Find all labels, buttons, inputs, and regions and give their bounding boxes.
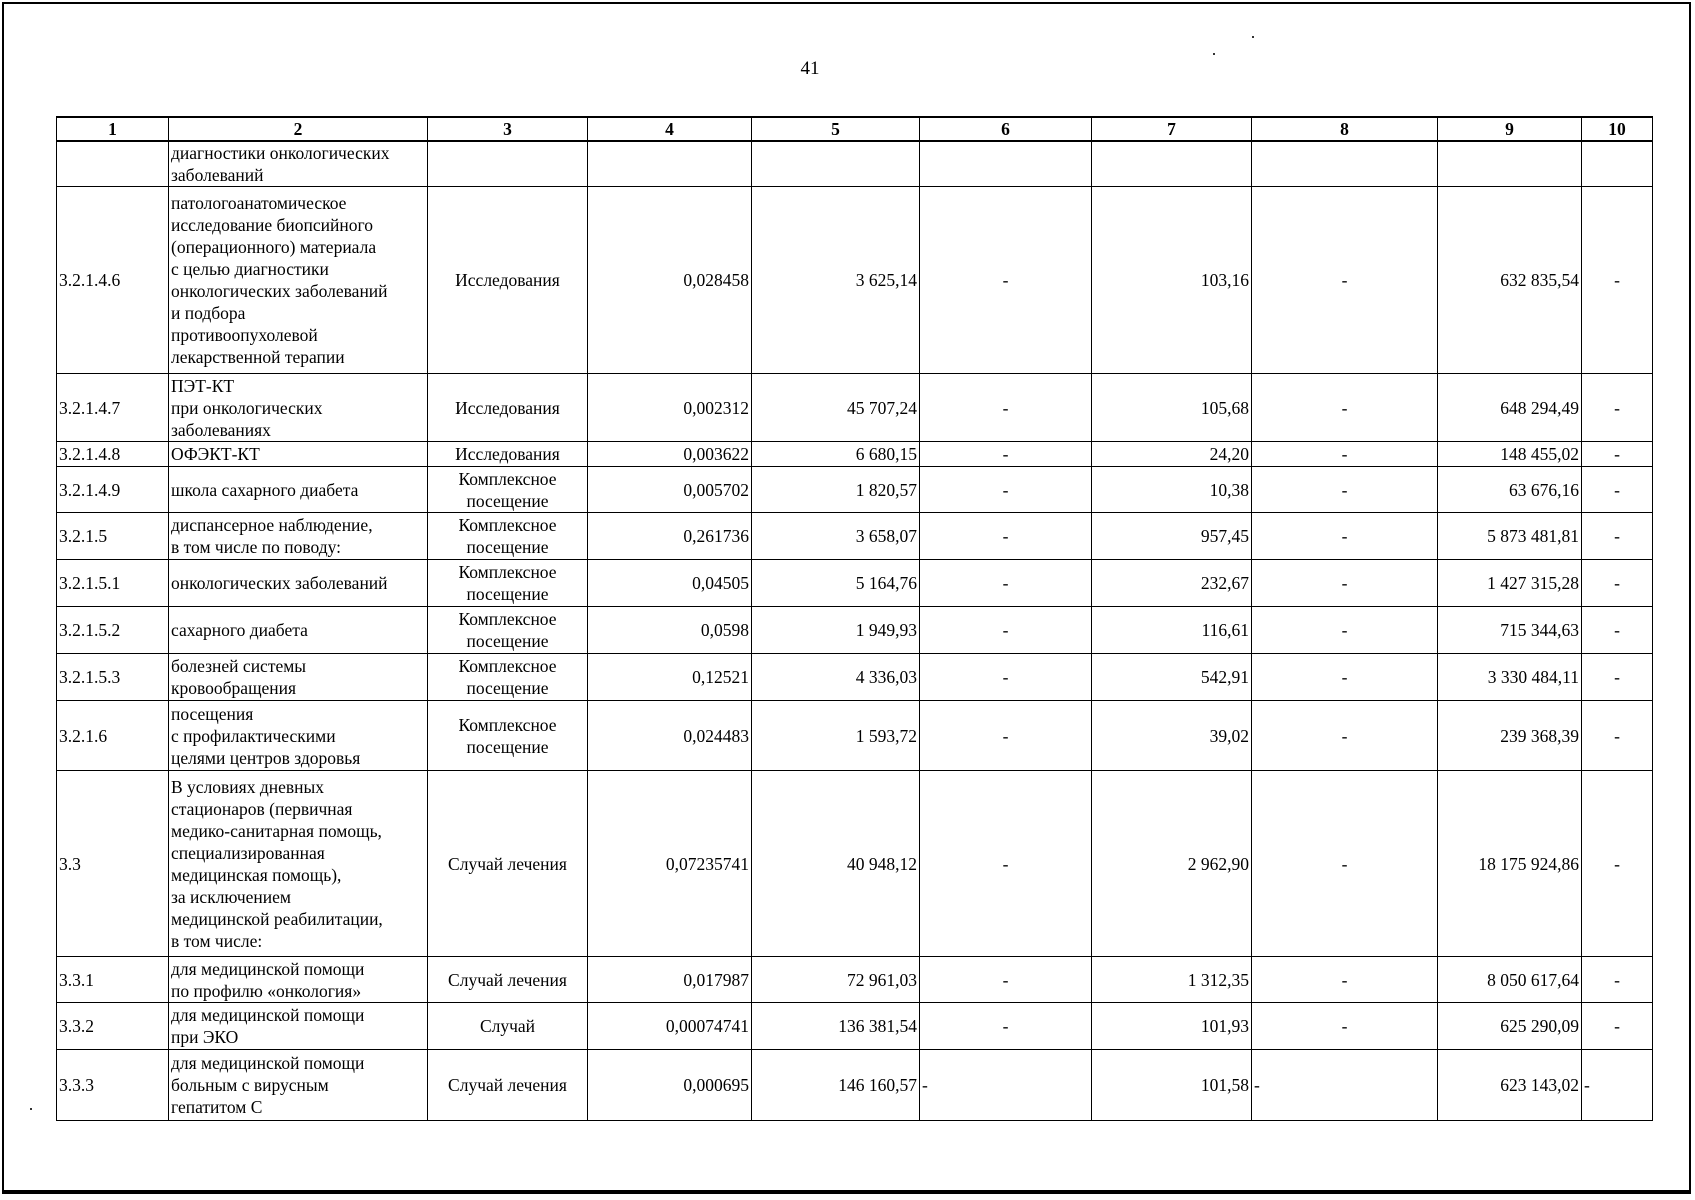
header-row xyxy=(57,117,1653,141)
cell-col-4: 0,002312 xyxy=(588,374,752,442)
row-unit-cell xyxy=(428,957,588,1003)
unit-line: Исследования xyxy=(455,444,560,464)
name-line: лекарственной терапии xyxy=(171,347,345,367)
row-code-cell: 3.2.1.4.8 xyxy=(57,442,169,467)
cell-col-8: - xyxy=(1252,957,1438,1003)
cell-col-7: 101,58 xyxy=(1092,1050,1252,1121)
cell-col-5: 1 820,57 xyxy=(752,467,920,513)
name-line: онкологических заболеваний xyxy=(171,573,388,593)
cell-col-8: - xyxy=(1252,560,1438,607)
cell-col-7: 232,67 xyxy=(1092,560,1252,607)
name-line: кровообращения xyxy=(171,678,297,698)
cell-col-8: - xyxy=(1252,1050,1438,1121)
cell-col-9: 623 143,02 xyxy=(1438,1050,1582,1121)
column-header: 9 xyxy=(1438,117,1582,141)
cell-col-4: 0,024483 xyxy=(588,701,752,771)
cell-col-9: 3 330 484,11 xyxy=(1438,654,1582,701)
unit-line: Комплексное xyxy=(458,656,557,676)
row-code-cell: 3.2.1.4.7 xyxy=(57,374,169,442)
row-unit-cell xyxy=(428,467,588,513)
cell-col-10: - xyxy=(1582,374,1653,442)
cell-col-9: 715 344,63 xyxy=(1438,607,1582,654)
row-name-cell xyxy=(169,1003,428,1050)
table-row xyxy=(57,607,1653,654)
cell-col-8: - xyxy=(1252,513,1438,560)
table-row xyxy=(57,1050,1653,1121)
unit-line: Комплексное xyxy=(458,714,557,735)
row-name-cell xyxy=(169,467,428,513)
cell-col-6 xyxy=(920,141,1092,187)
cell-col-4: 0,04505 xyxy=(588,560,752,607)
cell-col-9: 1 427 315,28 xyxy=(1438,560,1582,607)
name-line: патологоанатомическое xyxy=(171,193,347,213)
row-code-cell: 3.2.1.5.2 xyxy=(57,607,169,654)
unit-line: посещение xyxy=(466,631,549,651)
cell-col-7: 24,20 xyxy=(1092,442,1252,467)
cell-col-5: 1 593,72 xyxy=(752,701,920,771)
row-code-cell: 3.2.1.4.6 xyxy=(57,187,169,374)
cell-col-6: - xyxy=(920,607,1092,654)
cell-col-4: 0,028458 xyxy=(588,187,752,374)
cell-col-10: - xyxy=(1582,654,1653,701)
cell-col-5: 72 961,03 xyxy=(752,957,920,1003)
cell-col-5: 45 707,24 xyxy=(752,374,920,442)
cell-col-4 xyxy=(588,141,752,187)
cell-col-8 xyxy=(1252,141,1438,187)
row-code-cell: 3.3 xyxy=(57,771,169,957)
column-header: 5 xyxy=(752,117,920,141)
row-code-cell xyxy=(57,141,169,187)
row-code-cell: 3.2.1.5.1 xyxy=(57,560,169,607)
name-line: для медицинской помощи xyxy=(171,1005,365,1025)
cell-col-9: 648 294,49 xyxy=(1438,374,1582,442)
row-name-cell xyxy=(169,374,428,442)
row-name-cell xyxy=(169,957,428,1003)
name-line: при ЭКО xyxy=(171,1027,239,1047)
table-row xyxy=(57,654,1653,701)
name-line: и подбора xyxy=(171,303,246,323)
cell-col-9: 5 873 481,81 xyxy=(1438,513,1582,560)
name-line: для медицинской помощи xyxy=(171,1053,365,1073)
row-code-cell: 3.2.1.6 xyxy=(57,701,169,771)
row-name-cell xyxy=(169,701,428,771)
cell-col-8: - xyxy=(1252,607,1438,654)
row-unit-cell xyxy=(428,187,588,374)
name-line: ПЭТ-КТ xyxy=(171,375,235,396)
page-number: 41 xyxy=(800,58,820,79)
column-header: 3 xyxy=(428,117,588,141)
column-header: 10 xyxy=(1582,117,1653,141)
cell-col-7: 1 312,35 xyxy=(1092,957,1252,1003)
unit-line: Случай xyxy=(479,1016,536,1036)
row-name-cell xyxy=(169,187,428,374)
cell-col-5: 6 680,15 xyxy=(752,442,920,467)
name-line: больным с вирусным xyxy=(171,1075,329,1095)
cell-col-6: - xyxy=(920,771,1092,957)
name-line: специализированная xyxy=(171,842,325,863)
cell-col-5: 4 336,03 xyxy=(752,654,920,701)
cell-col-6: - xyxy=(920,654,1092,701)
row-code-cell: 3.2.1.5 xyxy=(57,513,169,560)
column-header: 6 xyxy=(920,117,1092,141)
cell-col-10: - xyxy=(1582,701,1653,771)
unit-line: посещение xyxy=(466,584,549,604)
cell-col-9: 18 175 924,86 xyxy=(1438,771,1582,957)
row-name-cell xyxy=(169,654,428,701)
name-line: целями центров здоровья xyxy=(171,747,361,768)
table-row xyxy=(57,442,1653,467)
cell-col-4: 0,005702 xyxy=(588,467,752,513)
name-line: (операционного) материала xyxy=(171,237,377,257)
cell-col-8: - xyxy=(1252,771,1438,957)
cell-col-4: 0,261736 xyxy=(588,513,752,560)
row-unit-cell xyxy=(428,560,588,607)
column-header: 8 xyxy=(1252,117,1438,141)
row-unit-cell xyxy=(428,607,588,654)
table-row xyxy=(57,1003,1653,1050)
cell-col-6: - xyxy=(920,513,1092,560)
row-name-cell xyxy=(169,607,428,654)
row-name-cell xyxy=(169,442,428,467)
row-name-cell xyxy=(169,513,428,560)
unit-line: Случай лечения xyxy=(448,1075,567,1095)
cell-col-6: - xyxy=(920,701,1092,771)
cell-col-8: - xyxy=(1252,187,1438,374)
cell-col-10: - xyxy=(1582,187,1653,374)
name-line: диспансерное наблюдение, xyxy=(171,515,373,535)
unit-line: Исследования xyxy=(455,397,560,418)
cell-col-6: - xyxy=(920,1050,1092,1121)
cell-col-5: 146 160,57 xyxy=(752,1050,920,1121)
row-code-cell: 3.2.1.4.9 xyxy=(57,467,169,513)
cell-col-5 xyxy=(752,141,920,187)
cell-col-6: - xyxy=(920,467,1092,513)
name-line: в том числе: xyxy=(171,930,263,951)
row-name-cell xyxy=(169,771,428,957)
row-unit-cell xyxy=(428,1050,588,1121)
cell-col-10: - xyxy=(1582,442,1653,467)
cell-col-8: - xyxy=(1252,1003,1438,1050)
unit-line: посещение xyxy=(466,490,549,511)
cell-col-4: 0,003622 xyxy=(588,442,752,467)
column-header: 4 xyxy=(588,117,752,141)
cell-col-4: 0,07235741 xyxy=(588,771,752,957)
name-line: медицинская помощь), xyxy=(171,864,342,885)
unit-line: Комплексное xyxy=(458,609,557,629)
name-line: медицинской реабилитации, xyxy=(171,908,383,929)
row-code-cell: 3.3.3 xyxy=(57,1050,169,1121)
name-line: школа сахарного диабета xyxy=(171,479,359,500)
row-unit-cell xyxy=(428,1003,588,1050)
unit-line: Случай лечения xyxy=(448,853,567,874)
row-unit-cell xyxy=(428,374,588,442)
name-line: в том числе по поводу: xyxy=(171,537,342,557)
name-line: гепатитом С xyxy=(171,1097,263,1117)
cell-col-8: - xyxy=(1252,654,1438,701)
cell-col-4: 0,000695 xyxy=(588,1050,752,1121)
row-code-cell: 3.3.1 xyxy=(57,957,169,1003)
table-row xyxy=(57,957,1653,1003)
cell-col-7: 116,61 xyxy=(1092,607,1252,654)
row-unit-cell xyxy=(428,701,588,771)
name-line: сахарного диабета xyxy=(171,620,308,640)
unit-line: посещение xyxy=(466,537,549,557)
row-code-cell: 3.2.1.5.3 xyxy=(57,654,169,701)
cell-col-7: 542,91 xyxy=(1092,654,1252,701)
scan-speck xyxy=(30,1108,32,1110)
name-line: для медицинской помощи xyxy=(171,958,365,979)
row-code-cell: 3.3.2 xyxy=(57,1003,169,1050)
unit-line: Комплексное xyxy=(458,562,557,582)
cell-col-10: - xyxy=(1582,957,1653,1003)
unit-line: Исследования xyxy=(455,270,560,290)
name-line: диагностики онкологических xyxy=(171,143,390,163)
cell-col-9: 239 368,39 xyxy=(1438,701,1582,771)
unit-line: посещение xyxy=(466,678,549,698)
cell-col-5: 3 625,14 xyxy=(752,187,920,374)
cell-col-5: 3 658,07 xyxy=(752,513,920,560)
scan-speck xyxy=(1252,36,1254,38)
cell-col-8: - xyxy=(1252,374,1438,442)
name-line: по профилю «онкология» xyxy=(171,980,362,1001)
name-line: стационаров (первичная xyxy=(171,798,353,819)
cell-col-5: 1 949,93 xyxy=(752,607,920,654)
name-line: заболеваниях xyxy=(171,419,271,440)
name-line: онкологических заболеваний xyxy=(171,281,388,301)
cell-col-9: 8 050 617,64 xyxy=(1438,957,1582,1003)
cell-col-7: 105,68 xyxy=(1092,374,1252,442)
name-line: за исключением xyxy=(171,886,291,907)
name-line: с целью диагностики xyxy=(171,259,329,279)
row-name-cell xyxy=(169,141,428,187)
row-unit-cell xyxy=(428,442,588,467)
cell-col-7: 101,93 xyxy=(1092,1003,1252,1050)
cell-col-4: 0,0598 xyxy=(588,607,752,654)
cell-col-9: 63 676,16 xyxy=(1438,467,1582,513)
cell-col-6: - xyxy=(920,957,1092,1003)
cell-col-6: - xyxy=(920,187,1092,374)
data-table xyxy=(56,116,1653,1121)
unit-line: Случай лечения xyxy=(448,969,567,990)
cell-col-9 xyxy=(1438,141,1582,187)
table-row xyxy=(57,771,1653,957)
name-line: при онкологических xyxy=(171,397,323,418)
cell-col-10: - xyxy=(1582,513,1653,560)
table-row xyxy=(57,513,1653,560)
name-line: болезней системы xyxy=(171,656,307,676)
row-unit-cell xyxy=(428,513,588,560)
cell-col-10 xyxy=(1582,141,1653,187)
table-row xyxy=(57,141,1653,187)
cell-col-7: 103,16 xyxy=(1092,187,1252,374)
table-row xyxy=(57,374,1653,442)
cell-col-10: - xyxy=(1582,771,1653,957)
column-header: 1 xyxy=(57,117,169,141)
row-unit-cell xyxy=(428,654,588,701)
row-name-cell xyxy=(169,560,428,607)
row-unit-cell xyxy=(428,771,588,957)
cell-col-5: 40 948,12 xyxy=(752,771,920,957)
scan-speck xyxy=(1213,53,1215,55)
name-line: заболеваний xyxy=(171,165,264,185)
cell-col-7: 2 962,90 xyxy=(1092,771,1252,957)
unit-line: Комплексное xyxy=(458,515,557,535)
unit-line: Комплексное xyxy=(458,468,557,489)
row-name-cell xyxy=(169,1050,428,1121)
name-line: с профилактическими xyxy=(171,725,336,746)
cell-col-8: - xyxy=(1252,467,1438,513)
cell-col-7: 957,45 xyxy=(1092,513,1252,560)
cell-col-7 xyxy=(1092,141,1252,187)
name-line: противоопухолевой xyxy=(171,325,318,345)
table-row xyxy=(57,467,1653,513)
row-unit-cell xyxy=(428,141,588,187)
cell-col-7: 10,38 xyxy=(1092,467,1252,513)
cell-col-6: - xyxy=(920,374,1092,442)
name-line: В условиях дневных xyxy=(171,776,325,797)
table-row xyxy=(57,187,1653,374)
cell-col-4: 0,12521 xyxy=(588,654,752,701)
table-row xyxy=(57,701,1653,771)
unit-line: посещение xyxy=(466,736,549,757)
cell-col-10: - xyxy=(1582,607,1653,654)
name-line: исследование биопсийного xyxy=(171,215,373,235)
cell-col-8: - xyxy=(1252,442,1438,467)
name-line: медико-санитарная помощь, xyxy=(171,820,382,841)
cell-col-6: - xyxy=(920,560,1092,607)
column-header: 7 xyxy=(1092,117,1252,141)
cell-col-5: 5 164,76 xyxy=(752,560,920,607)
cell-col-10: - xyxy=(1582,1003,1653,1050)
cell-col-10: - xyxy=(1582,467,1653,513)
name-line: ОФЭКТ-КТ xyxy=(171,444,260,464)
cell-col-4: 0,00074741 xyxy=(588,1003,752,1050)
column-header: 2 xyxy=(169,117,428,141)
cell-col-7: 39,02 xyxy=(1092,701,1252,771)
name-line: посещения xyxy=(171,703,254,724)
cell-col-6: - xyxy=(920,442,1092,467)
cell-col-9: 632 835,54 xyxy=(1438,187,1582,374)
cell-col-9: 625 290,09 xyxy=(1438,1003,1582,1050)
table-row xyxy=(57,560,1653,607)
cell-col-5: 136 381,54 xyxy=(752,1003,920,1050)
cell-col-10: - xyxy=(1582,560,1653,607)
cell-col-8: - xyxy=(1252,701,1438,771)
cell-col-6: - xyxy=(920,1003,1092,1050)
cell-col-9: 148 455,02 xyxy=(1438,442,1582,467)
cell-col-10: - xyxy=(1582,1050,1653,1121)
cell-col-4: 0,017987 xyxy=(588,957,752,1003)
